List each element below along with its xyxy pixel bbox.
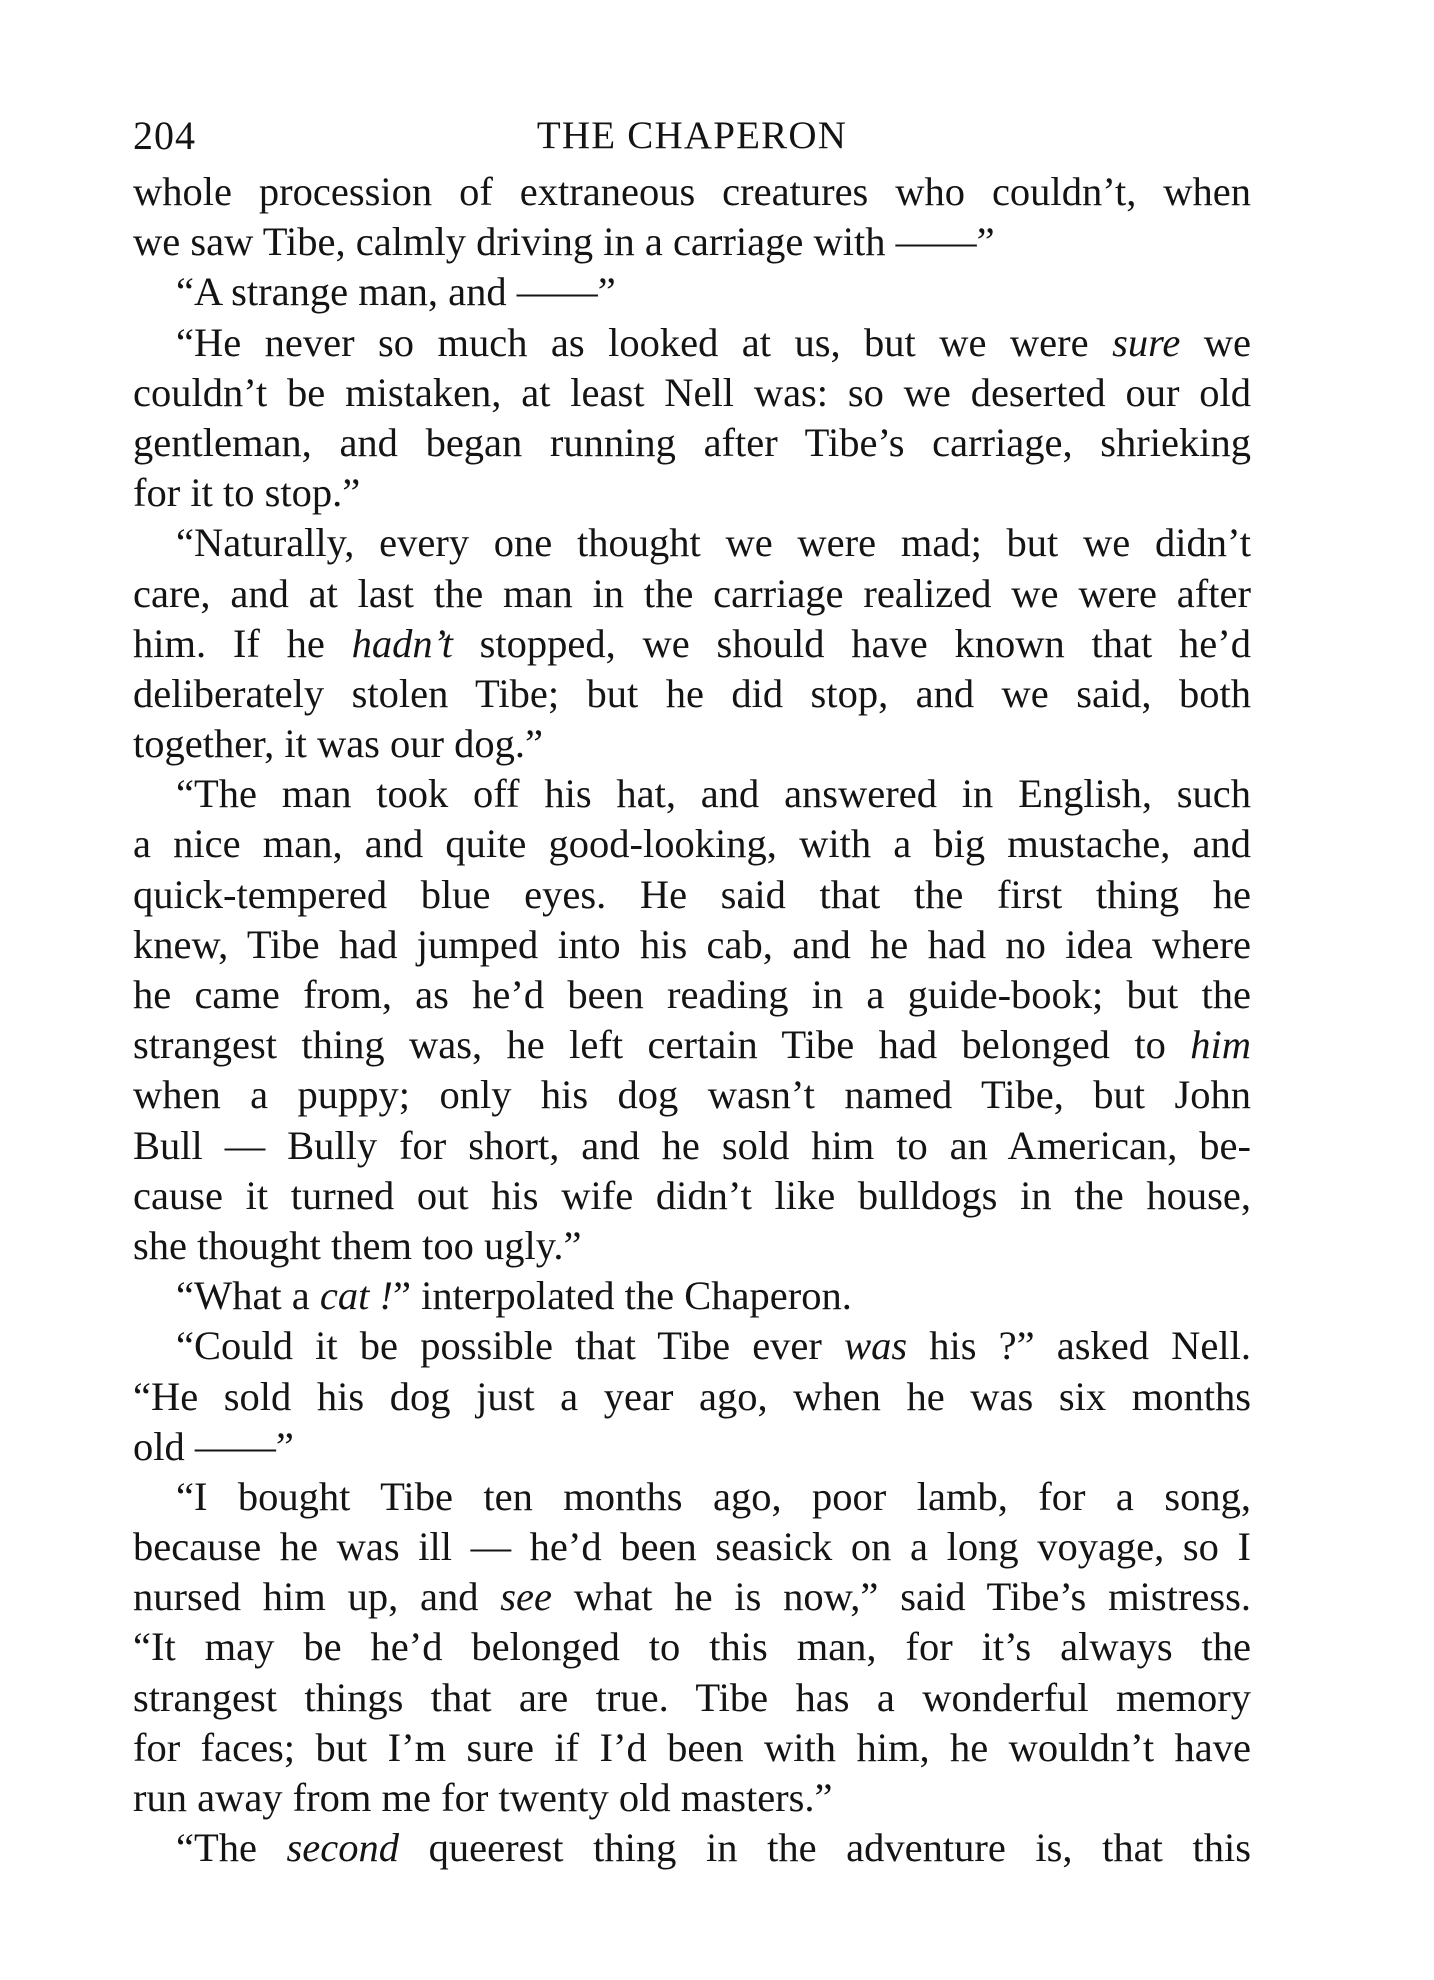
- text-line: [133, 719, 1251, 769]
- text-line: [133, 1070, 1251, 1120]
- text-line: [133, 1622, 1251, 1672]
- text-line: [133, 970, 1251, 1020]
- text-segment: deliberately stolen Tibe; but he did stop, and we said, both: [133, 670, 1251, 716]
- italic-text: second: [286, 1825, 400, 1871]
- text-segment: “The: [176, 1825, 287, 1871]
- text-segment: “He sold his dog just a year ago, when he was six months: [133, 1373, 1251, 1419]
- italic-text: was: [844, 1323, 908, 1369]
- text-segment: “A strange man, and ——”: [176, 269, 616, 315]
- text-line: [133, 1823, 1251, 1873]
- text-segment: we: [1180, 319, 1251, 365]
- text-segment: nursed him up, and: [133, 1574, 501, 1620]
- text-segment: ” interpolated the Chaperon.: [393, 1273, 852, 1319]
- text-line: [133, 468, 1251, 518]
- running-title: THE CHAPERON: [536, 114, 848, 157]
- italic-text: sure: [1112, 319, 1181, 365]
- text-segment: together, it was our dog.”: [133, 721, 544, 767]
- text-line: [133, 167, 1251, 217]
- text-line: [133, 1572, 1251, 1622]
- text-segment: gentleman, and began running after Tibe’s carriage, shrieking: [133, 419, 1251, 465]
- text-segment: “It may be he’d belonged to this man, for it’s always the: [133, 1624, 1251, 1670]
- text-segment: we saw Tibe, calmly driving in a carriage with ——”: [133, 219, 995, 265]
- text-line: [133, 1422, 1251, 1472]
- text-line: [133, 1723, 1251, 1773]
- text-line: [133, 1321, 1251, 1371]
- text-segment: strangest thing was, he left certain Tibe had belonged to: [133, 1022, 1191, 1068]
- text-line: [133, 1020, 1251, 1070]
- text-line: [133, 569, 1251, 619]
- text-segment: “I bought Tibe ten months ago, poor lamb, for a song,: [176, 1473, 1251, 1519]
- text-line: [133, 1171, 1251, 1221]
- italic-text: cat !: [319, 1273, 393, 1319]
- text-segment: quick-tempered blue eyes. He said that the first thing he: [133, 871, 1251, 917]
- text-segment: couldn’t be mistaken, at least Nell was: so we deserted our old: [133, 369, 1251, 415]
- text-line: [133, 769, 1251, 819]
- text-line: [133, 368, 1251, 418]
- text-segment: whole procession of extraneous creatures who couldn’t, when: [133, 169, 1251, 214]
- running-head: [133, 108, 1251, 164]
- text-segment: him. If he: [133, 620, 352, 666]
- text-line: [133, 217, 1251, 267]
- text-line: [133, 1472, 1251, 1522]
- text-segment: strangest things that are true. Tibe has a wonderful memory: [133, 1674, 1251, 1720]
- text-line: [133, 619, 1251, 669]
- text-line: [133, 870, 1251, 920]
- page-number: 204: [133, 113, 196, 158]
- text-segment: what he is now,” said Tibe’s mistress.: [552, 1574, 1251, 1620]
- text-segment: “What a: [176, 1273, 320, 1319]
- text-line: [133, 1673, 1251, 1723]
- text-segment: because he was ill — he’d been seasick on a long voyage, so I: [133, 1524, 1251, 1570]
- text-segment: when a puppy; only his dog wasn’t named Tibe, but John: [133, 1072, 1251, 1118]
- text-segment: Bull — Bully for short, and he sold him to an American, be-: [133, 1122, 1251, 1168]
- text-line: [133, 1372, 1251, 1422]
- text-line: [133, 1522, 1251, 1572]
- text-segment: “He never so much as looked at us, but we were: [176, 319, 1113, 365]
- text-segment: he came from, as he’d been reading in a guide-book; but the: [133, 972, 1251, 1017]
- text-line: [133, 920, 1251, 970]
- text-segment: stopped, we should have known that he’d: [452, 620, 1251, 666]
- text-line: [133, 1773, 1251, 1823]
- text-segment: old ——”: [133, 1423, 294, 1469]
- text-line: [133, 518, 1251, 568]
- text-segment: cause it turned out his wife didn’t like bulldogs in the house,: [133, 1172, 1251, 1218]
- italic-text: hadn’t: [351, 620, 453, 666]
- text-segment: queerest thing in the adventure is, that this: [399, 1825, 1251, 1871]
- text-line: [133, 418, 1251, 468]
- text-segment: his ?” asked Nell.: [907, 1323, 1251, 1369]
- text-segment: “Naturally, every one thought we were mad; but we didn’t: [176, 520, 1251, 566]
- text-segment: run away from me for twenty old masters.”: [133, 1775, 833, 1820]
- text-line: [133, 819, 1251, 869]
- text-line: [133, 1221, 1251, 1271]
- text-line: [133, 1271, 1251, 1321]
- text-segment: for it to stop.”: [133, 470, 361, 516]
- text-segment: “The man took off his hat, and answered in English, such: [176, 771, 1251, 817]
- text-segment: for faces; but I’m sure if I’d been with him, he wouldn’t have: [133, 1724, 1251, 1770]
- italic-text: see: [500, 1574, 553, 1620]
- text-line: [133, 318, 1251, 368]
- text-line: [133, 267, 1251, 317]
- text-line: [133, 669, 1251, 719]
- text-segment: “Could it be possible that Tibe ever: [176, 1323, 845, 1369]
- text-segment: a nice man, and quite good-looking, with a big mustache, and: [133, 821, 1251, 867]
- italic-text: him: [1190, 1022, 1251, 1068]
- text-line: [133, 1121, 1251, 1171]
- text-segment: care, and at last the man in the carriage realized we were after: [133, 570, 1251, 616]
- text-segment: she thought them too ugly.”: [133, 1222, 582, 1268]
- text-segment: knew, Tibe had jumped into his cab, and he had no idea where: [133, 921, 1251, 967]
- body-text: [133, 167, 1251, 1873]
